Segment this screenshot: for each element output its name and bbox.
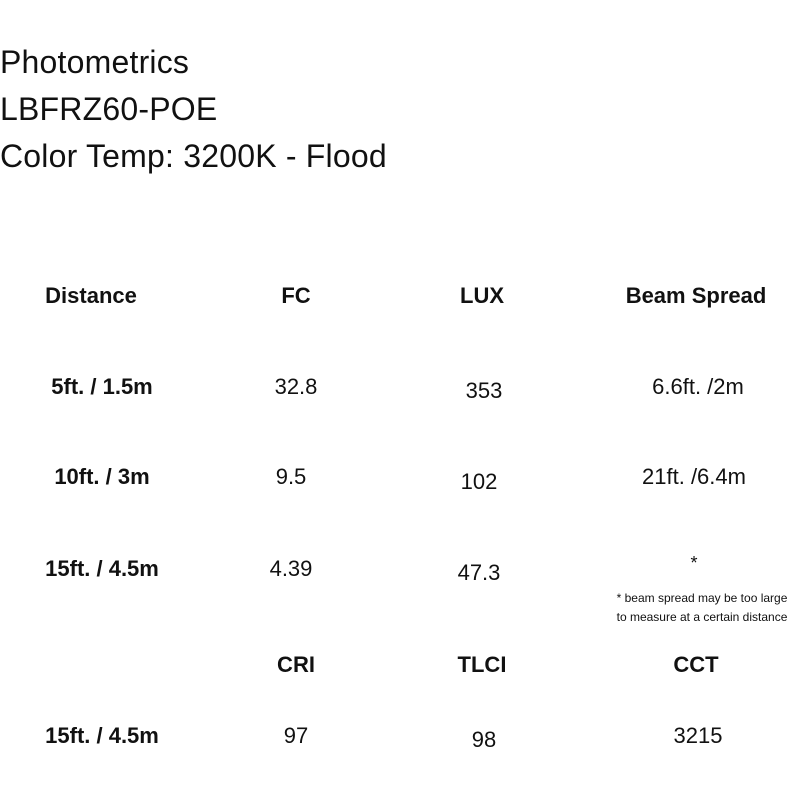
title-photometrics: Photometrics: [0, 44, 190, 80]
color-row-cct: 3215: [673, 723, 723, 748]
row3-lux: 47.3: [457, 560, 501, 585]
row2-beam: 21ft. /6.4m: [642, 464, 746, 489]
row3-fc: 4.39: [269, 556, 313, 581]
color-temp-line: Color Temp: 3200K - Flood: [0, 138, 387, 174]
row2-lux: 102: [460, 469, 498, 494]
footnote-line2: to measure at a certain distance: [616, 610, 788, 624]
header-cri: CRI: [277, 652, 315, 677]
header-tlci: TLCI: [457, 652, 507, 677]
row1-distance: 5ft. / 1.5m: [51, 374, 153, 399]
header-distance: Distance: [45, 283, 137, 308]
row1-lux: 353: [465, 378, 503, 403]
row2-distance: 10ft. / 3m: [54, 464, 150, 489]
beam-footnote: [617, 589, 788, 627]
model-number: LBFRZ60-POE: [0, 91, 218, 127]
row3-distance: 15ft. / 4.5m: [45, 556, 159, 581]
row3-beam-asterisk: *: [690, 553, 698, 573]
header-lux: LUX: [460, 283, 504, 308]
color-row-distance: 15ft. / 4.5m: [45, 723, 159, 748]
color-row-cri: 97: [283, 723, 309, 748]
header-fc: FC: [281, 283, 311, 308]
color-row-tlci: 98: [471, 727, 497, 752]
header-beam-spread: Beam Spread: [625, 283, 767, 308]
row2-fc: 9.5: [275, 464, 307, 489]
header-cct: CCT: [673, 652, 719, 677]
row1-fc: 32.8: [274, 374, 318, 399]
footnote-line1: * beam spread may be too large: [616, 591, 788, 605]
row1-beam: 6.6ft. /2m: [652, 374, 744, 399]
